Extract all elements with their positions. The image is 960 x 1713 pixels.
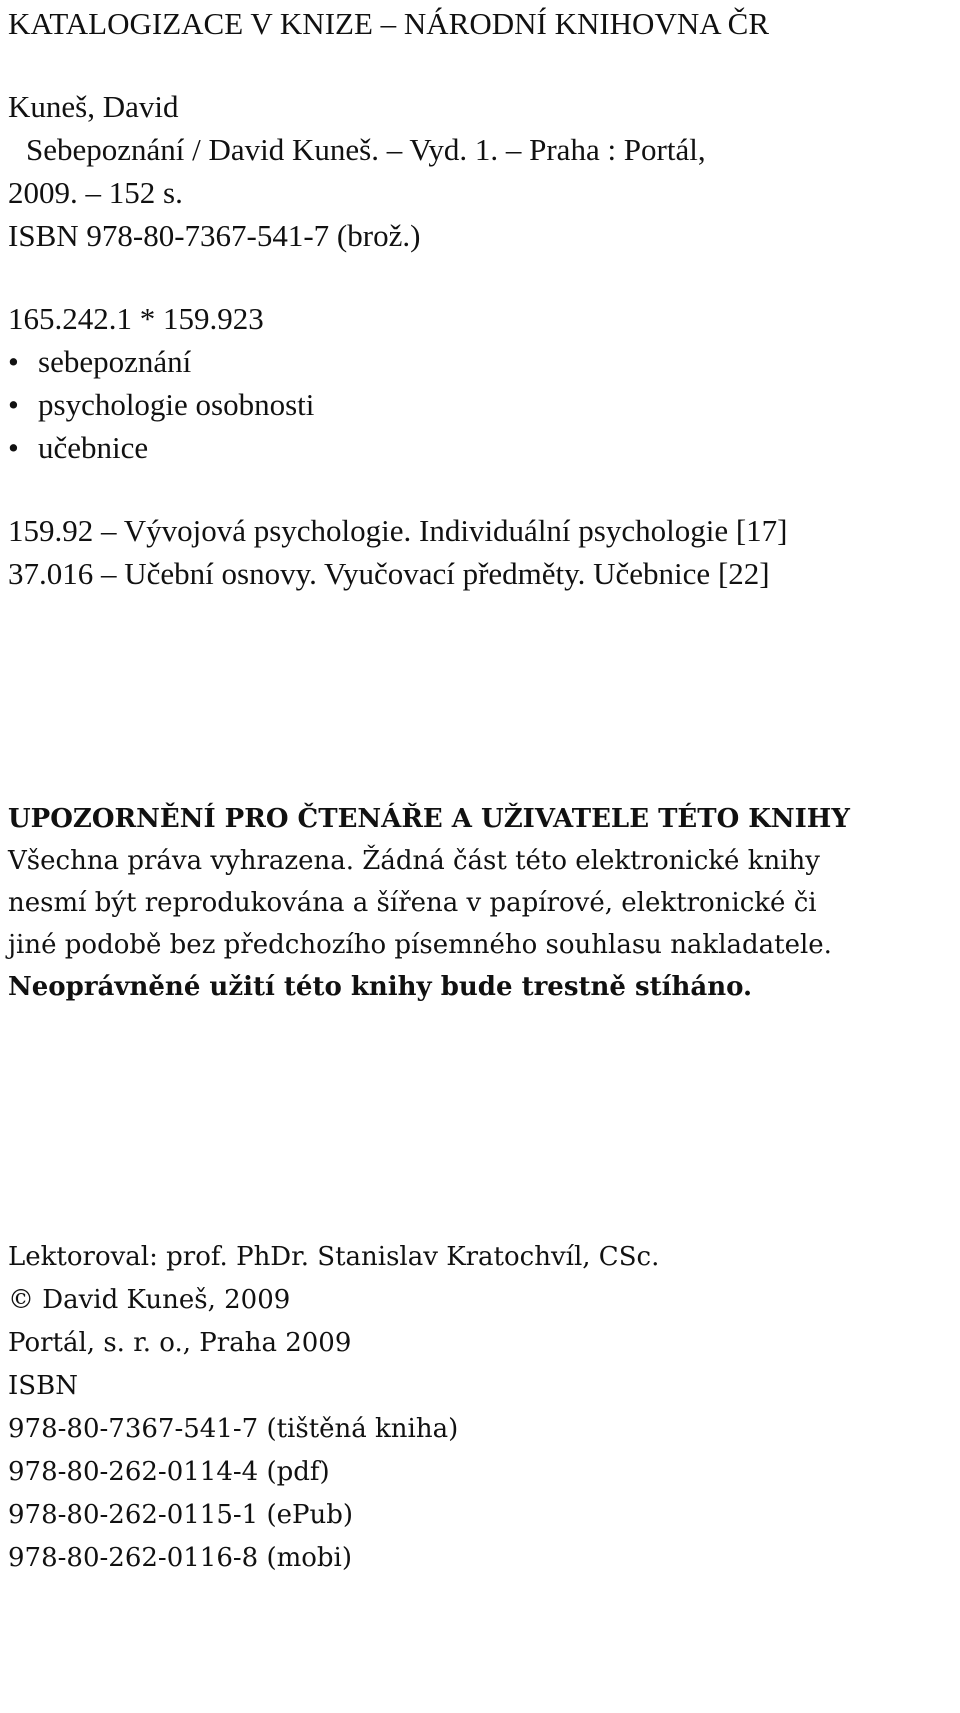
- notice-warning: Neoprávněné užití této knihy bude trestně stíháno.: [8, 972, 753, 1002]
- copyright-notice: © David Kuneš, 2009: [8, 1285, 291, 1315]
- notice-heading: UPOZORNĚNÍ PRO ČTENÁŘE A UŽIVATELE TÉTO KNIHY: [8, 804, 850, 834]
- isbn-entry: 978-80-262-0115-1 (ePub): [8, 1500, 354, 1530]
- imprint: [8, 1236, 659, 1580]
- bullet-icon: •: [8, 430, 19, 465]
- notice-line: jiné podobě bez předchozího písemného souhlasu nakladatele.: [8, 930, 832, 960]
- isbn-entry: 978-80-262-0116-8 (mobi): [8, 1543, 353, 1573]
- catalog-record: [8, 2, 788, 595]
- publisher: Portál, s. r. o., Praha 2009: [8, 1328, 352, 1358]
- subject-item: [8, 340, 788, 383]
- subject-label: psychologie osobnosti: [38, 387, 315, 422]
- isbn-label: ISBN: [8, 1371, 78, 1401]
- bullet-icon: •: [8, 344, 19, 379]
- reviewer: Lektoroval: prof. PhDr. Stanislav Kratochvíl, CSc.: [8, 1242, 660, 1272]
- catalog-heading: KATALOGIZACE V KNIZE – NÁRODNÍ KNIHOVNA ČR: [8, 6, 769, 41]
- isbn-entry: 978-80-7367-541-7 (tištěná kniha): [8, 1414, 459, 1444]
- isbn-entry: 978-80-262-0114-4 (pdf): [8, 1457, 330, 1487]
- bullet-icon: •: [8, 387, 19, 422]
- catalog-year-pages: 2009. – 152 s.: [8, 175, 183, 210]
- subject-group: 37.016 – Učební osnovy. Vyučovací předměty. Učebnice [22]: [8, 556, 770, 591]
- notice-line: Všechna práva vyhrazena. Žádná část této elektronické knihy: [8, 846, 820, 876]
- reader-notice: [8, 798, 850, 1008]
- catalog-author: Kuneš, David: [8, 89, 179, 124]
- catalog-isbn: ISBN 978-80-7367-541-7 (brož.): [8, 218, 421, 253]
- subject-label: sebepoznání: [38, 344, 192, 379]
- notice-line: nesmí být reprodukována a šířena v papírové, elektronické či: [8, 888, 817, 918]
- subject-item: [8, 383, 788, 426]
- catalog-title-line: Sebepoznání / David Kuneš. – Vyd. 1. – Praha : Portál,: [26, 132, 706, 167]
- catalog-classification: 165.242.1 * 159.923: [8, 301, 264, 336]
- subject-item: [8, 426, 788, 469]
- subject-label: učebnice: [38, 430, 149, 465]
- subject-group: 159.92 – Vývojová psychologie. Individuální psychologie [17]: [8, 513, 788, 548]
